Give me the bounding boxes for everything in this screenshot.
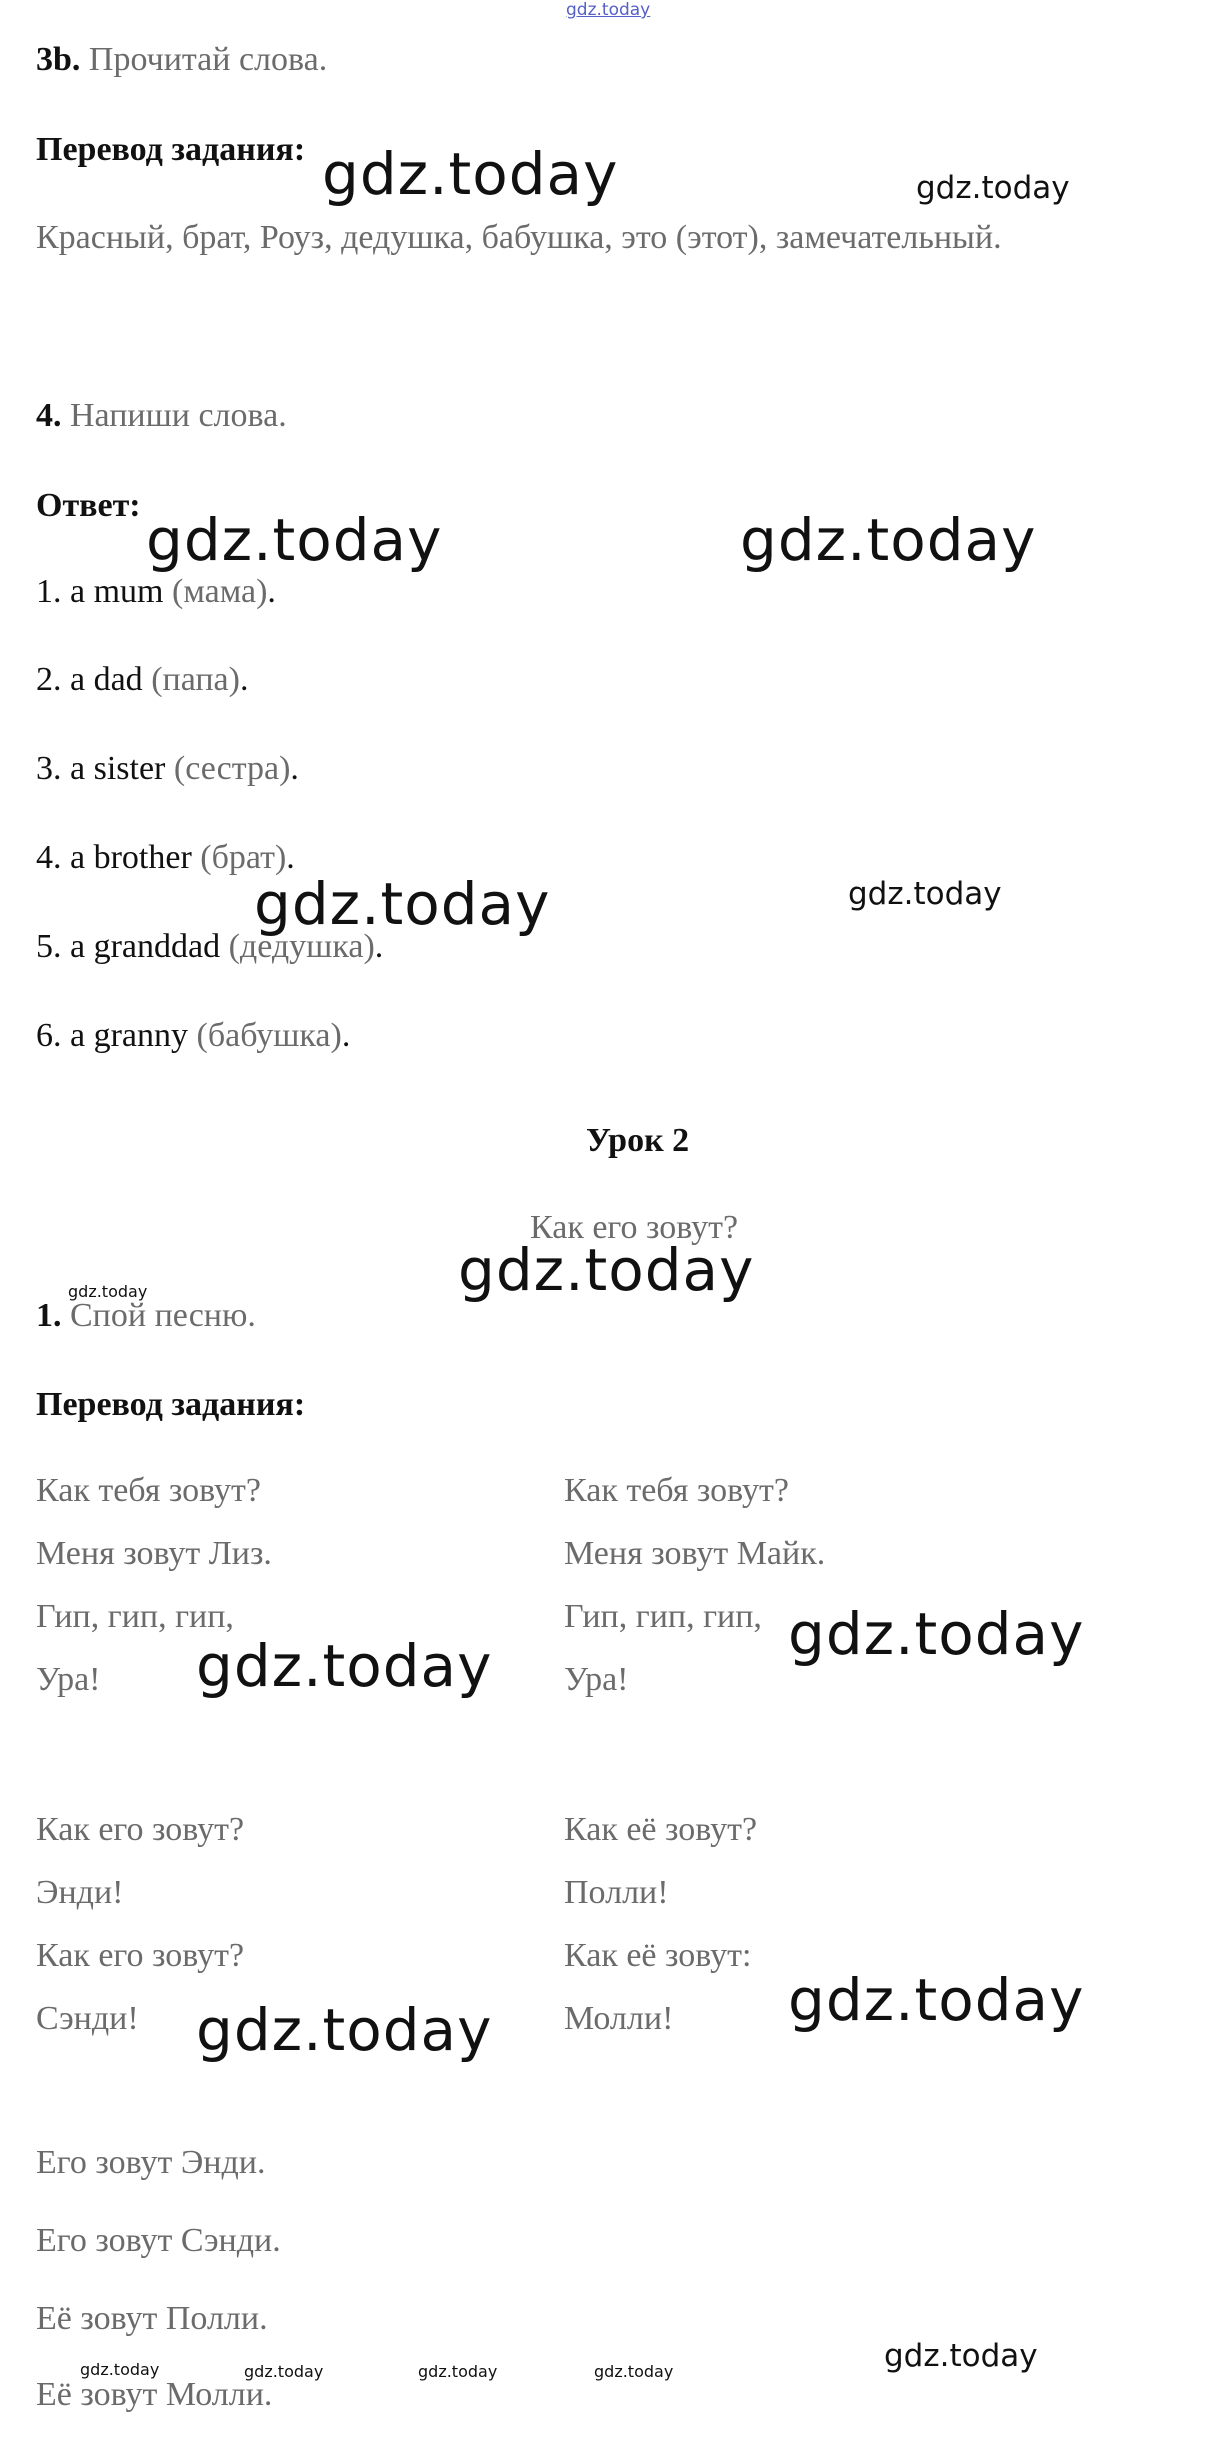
watermark: gdz.today (916, 170, 1070, 206)
exercise-1-heading (36, 1296, 256, 1337)
exercise-number: 1. (36, 1297, 62, 1334)
song-line: Меня зовут Лиз. (36, 1535, 272, 1572)
answer-word: granny (93, 1017, 189, 1054)
translation-heading: Перевод задания: (36, 131, 306, 168)
song-line: Сэнди! (36, 2000, 139, 2037)
answer-end: . (239, 661, 249, 698)
song-line: Гип, гип, гип, (36, 1598, 234, 1635)
song-line: Меня зовут Майк. (564, 1535, 826, 1572)
exercise-instruction: Прочитай слова. (88, 41, 328, 78)
answer-number: 6. a (36, 1017, 94, 1054)
song-line: Энди! (36, 1874, 124, 1911)
watermark: gdz.today (146, 506, 443, 574)
answer-translation: (сестра) (165, 750, 291, 787)
song-line: Её зовут Полли. (36, 2300, 268, 2337)
answer-word: mum (93, 573, 164, 610)
song-line: Как её зовут: (564, 1937, 752, 1974)
answer-number: 4. a (36, 839, 94, 876)
song-line: Как его зовут? (36, 1811, 245, 1848)
answer-number: 2. a (36, 661, 94, 698)
song-line: Её зовут Молли. (36, 2376, 273, 2413)
song-line: Ура! (564, 1661, 629, 1698)
watermark-top: gdz.today (566, 0, 651, 20)
song-line: Как его зовут? (36, 1937, 245, 1974)
answer-end: . (286, 839, 295, 876)
watermark: gdz.today (740, 506, 1037, 574)
exercise-3b-heading (36, 40, 327, 81)
answer-word: sister (93, 750, 166, 787)
answer-number: 1. a (36, 573, 94, 610)
answer-translation: (мама) (163, 573, 268, 610)
song-line: Как тебя зовут? (36, 1472, 261, 1509)
watermark: gdz.today (788, 1600, 1085, 1668)
answer-translation: (бабушка) (188, 1017, 342, 1054)
answer-item (36, 660, 248, 701)
answer-item (36, 1016, 350, 1057)
answer-heading: Ответ: (36, 487, 141, 524)
song-line: Гип, гип, гип, (564, 1598, 762, 1635)
answer-item (36, 749, 299, 790)
exercise-instruction: Напиши слова. (70, 397, 287, 434)
watermark: gdz.today (458, 1236, 755, 1304)
song-line: Как тебя зовут? (564, 1472, 789, 1509)
answer-item (36, 572, 276, 613)
watermark: gdz.today (80, 2360, 160, 2379)
answer-translation: (папа) (142, 661, 240, 698)
translation-heading: Перевод задания: (36, 1386, 306, 1423)
song-line: Молли! (564, 2000, 674, 2037)
lesson-subtitle: Как его зовут? (530, 1209, 739, 1246)
watermark: gdz.today (418, 2362, 498, 2381)
exercise-number: 3b. (36, 41, 81, 78)
answer-end: . (290, 750, 299, 787)
song-line: Как её зовут? (564, 1811, 758, 1848)
exercise-4-heading (36, 396, 287, 437)
answer-end: . (341, 1017, 351, 1054)
song-line: Его зовут Сэнди. (36, 2222, 281, 2259)
answer-translation: (дедушка) (220, 928, 375, 965)
exercise-instruction: Спой песню. (70, 1297, 256, 1334)
answer-end: . (267, 573, 276, 610)
answer-word: brother (93, 839, 192, 876)
answer-word: granddad (93, 928, 221, 965)
watermark: gdz.today (594, 2362, 674, 2381)
lesson-title: Урок 2 (586, 1122, 690, 1159)
watermark: gdz.today (68, 1282, 148, 1301)
song-line: Полли! (564, 1874, 669, 1911)
answer-number: 3. a (36, 750, 94, 787)
song-line: Ура! (36, 1661, 101, 1698)
song-line: Его зовут Энди. (36, 2144, 266, 2181)
answer-end: . (374, 928, 384, 965)
watermark: gdz.today (196, 1996, 493, 2064)
answer-number: 5. a (36, 928, 94, 965)
watermark: gdz.today (244, 2362, 324, 2381)
watermark: gdz.today (196, 1632, 493, 1700)
watermark: gdz.today (254, 870, 551, 938)
answer-translation: (брат) (191, 839, 287, 876)
exercise-number: 4. (36, 397, 62, 434)
exercise-3b-words: Красный, брат, Роуз, дедушка, бабушка, это (этот), замечательный. (36, 219, 1002, 256)
watermark: gdz.today (884, 2338, 1038, 2374)
watermark: gdz.today (848, 876, 1002, 912)
watermark: gdz.today (788, 1966, 1085, 2034)
watermark: gdz.today (322, 140, 619, 208)
answer-word: dad (93, 661, 143, 698)
